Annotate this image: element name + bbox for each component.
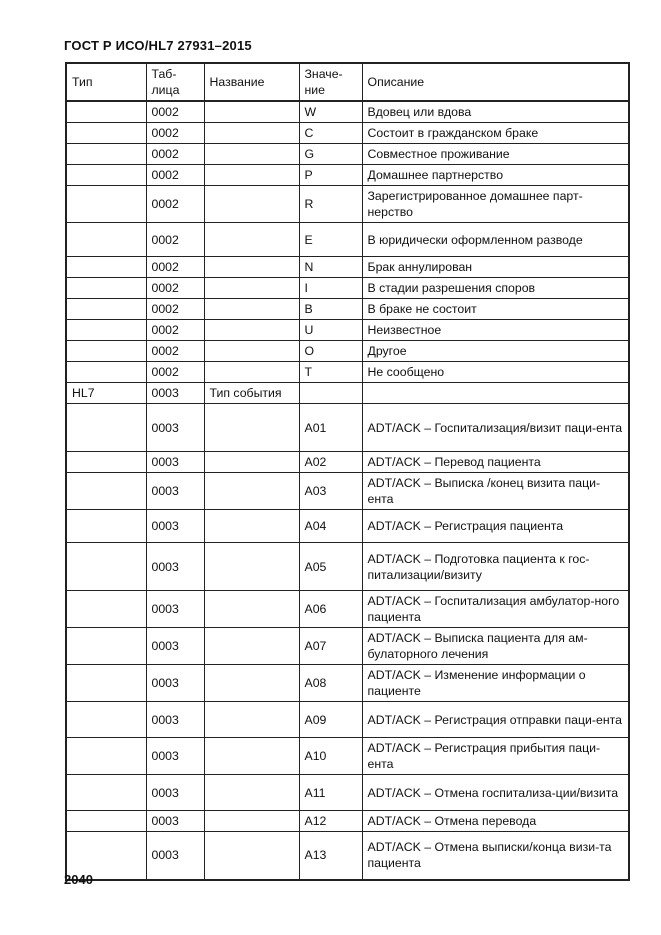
document-header: ГОСТ Р ИСО/HL7 27931–2015 [64,38,252,53]
cell-name [204,775,299,811]
cell-name [204,543,299,591]
cell-type [66,123,146,144]
table-row [66,591,629,628]
cell-name [204,341,299,362]
cell-name [204,123,299,144]
cell-value: A05 [299,543,362,591]
cell-name [204,362,299,383]
cell-name [204,510,299,543]
cell-value: A10 [299,738,362,775]
table-row [66,278,629,299]
column-header-label: лица [151,83,180,97]
cell-value: A12 [299,811,362,832]
cell-name [204,591,299,628]
column-header-name [204,63,299,101]
column-header-type [66,63,146,101]
table-row [66,299,629,320]
cell-table: 0002 [146,341,204,362]
cell-value: N [299,257,362,278]
table-row [66,320,629,341]
cell-type [66,510,146,543]
cell-value: R [299,186,362,223]
cell-table: 0002 [146,144,204,165]
cell-name [204,628,299,665]
column-header-label: Описание [367,75,425,89]
cell-value: B [299,299,362,320]
cell-description [362,383,629,404]
cell-name [204,665,299,702]
cell-table: 0002 [146,362,204,383]
cell-description: Зарегистрированное домашнее парт-нерство [362,186,629,223]
cell-type [66,665,146,702]
cell-table: 0002 [146,186,204,223]
cell-type [66,186,146,223]
cell-table: 0003 [146,738,204,775]
cell-description: ADT/ACK – Выписка /конец визита паци-ента [362,473,629,510]
cell-name [204,832,299,880]
cell-name [204,738,299,775]
cell-name [204,320,299,341]
cell-type [66,775,146,811]
code-table [65,62,630,881]
cell-type [66,341,146,362]
cell-description: Другое [362,341,629,362]
cell-description: ADT/ACK – Отмена выписки/конца визи-та пациента [362,832,629,880]
cell-table: 0002 [146,320,204,341]
cell-value: A13 [299,832,362,880]
cell-type [66,320,146,341]
table-row [66,543,629,591]
cell-description: Домашнее партнерство [362,165,629,186]
table-row [66,811,629,832]
cell-value: U [299,320,362,341]
cell-table: 0003 [146,628,204,665]
cell-table: 0003 [146,702,204,738]
cell-description: ADT/ACK – Госпитализация/визит паци-ента [362,404,629,452]
table-row [66,165,629,186]
cell-description: В браке не состоит [362,299,629,320]
column-header-label: ние [304,83,325,97]
column-header-table [146,63,204,101]
table-row [66,510,629,543]
cell-table: 0003 [146,404,204,452]
cell-table: 0003 [146,811,204,832]
cell-description: ADT/ACK – Отмена госпитализа-ции/визита [362,775,629,811]
cell-type [66,738,146,775]
cell-value: A07 [299,628,362,665]
cell-name [204,278,299,299]
cell-description: ADT/ACK – Подготовка пациента к гос-питализации/визиту [362,543,629,591]
cell-value: A06 [299,591,362,628]
table-row [66,123,629,144]
cell-description: В стадии разрешения споров [362,278,629,299]
cell-name [204,702,299,738]
cell-description: Вдовец или вдова [362,101,629,123]
cell-value: C [299,123,362,144]
cell-table: 0002 [146,278,204,299]
cell-description: Совместное проживание [362,144,629,165]
table-body [66,101,629,880]
cell-name [204,811,299,832]
column-header-label: Таб- [151,67,177,81]
column-header-label: Тип [72,75,93,89]
cell-description: ADT/ACK – Регистрация отправки паци-ента [362,702,629,738]
cell-type [66,278,146,299]
table-row [66,473,629,510]
cell-name [204,257,299,278]
cell-value: A02 [299,452,362,473]
table-row [66,223,629,257]
cell-table: 0003 [146,452,204,473]
cell-name [204,101,299,123]
cell-value: A09 [299,702,362,738]
cell-description: ADT/ACK – Госпитализация амбулатор-ного пациента [362,591,629,628]
cell-value [299,383,362,404]
cell-type [66,101,146,123]
cell-value: G [299,144,362,165]
table-row [66,383,629,404]
table-header-row [66,63,629,101]
table-row [66,702,629,738]
cell-value: I [299,278,362,299]
table-row [66,144,629,165]
table-row [66,775,629,811]
cell-type: HL7 [66,383,146,404]
table-row [66,341,629,362]
cell-table: 0003 [146,591,204,628]
cell-type [66,404,146,452]
cell-description: В юридически оформленном разводе [362,223,629,257]
cell-name [204,404,299,452]
table-row [66,101,629,123]
cell-name [204,299,299,320]
cell-description: Состоит в гражданском браке [362,123,629,144]
cell-name [204,144,299,165]
cell-table: 0003 [146,543,204,591]
cell-description: ADT/ACK – Перевод пациента [362,452,629,473]
table-row [66,832,629,880]
cell-table: 0002 [146,223,204,257]
cell-type [66,223,146,257]
cell-type [66,165,146,186]
cell-description: Брак аннулирован [362,257,629,278]
table-row [66,452,629,473]
cell-description: ADT/ACK – Изменение информации о пациенте [362,665,629,702]
cell-value: A03 [299,473,362,510]
cell-description: Не сообщено [362,362,629,383]
cell-description: Неизвестное [362,320,629,341]
cell-table: 0003 [146,510,204,543]
table-row [66,628,629,665]
cell-table: 0002 [146,299,204,320]
cell-table: 0002 [146,123,204,144]
cell-value: A01 [299,404,362,452]
cell-description: ADT/ACK – Выписка пациента для ам-булаторного лечения [362,628,629,665]
cell-value: W [299,101,362,123]
cell-value: O [299,341,362,362]
column-header-label: Значе- [304,67,343,81]
cell-type [66,144,146,165]
cell-type [66,299,146,320]
cell-name [204,223,299,257]
cell-description: ADT/ACK – Регистрация прибытия паци-ента [362,738,629,775]
cell-table: 0002 [146,101,204,123]
cell-table: 0003 [146,775,204,811]
table-row [66,362,629,383]
cell-type [66,591,146,628]
cell-table: 0002 [146,165,204,186]
cell-description: ADT/ACK – Регистрация пациента [362,510,629,543]
cell-type [66,362,146,383]
cell-table: 0002 [146,257,204,278]
cell-description: ADT/ACK – Отмена перевода [362,811,629,832]
cell-name [204,473,299,510]
cell-name: Тип события [204,383,299,404]
cell-type [66,257,146,278]
cell-value: T [299,362,362,383]
table-row [66,404,629,452]
cell-table: 0003 [146,473,204,510]
table-row [66,186,629,223]
cell-value: A11 [299,775,362,811]
cell-type [66,452,146,473]
cell-table: 0003 [146,665,204,702]
cell-name [204,452,299,473]
cell-name [204,186,299,223]
cell-table: 0003 [146,832,204,880]
column-header-label: Название [209,75,265,89]
cell-type [66,543,146,591]
cell-type [66,811,146,832]
cell-value: A04 [299,510,362,543]
cell-type [66,628,146,665]
cell-type [66,473,146,510]
table-row [66,665,629,702]
cell-value: E [299,223,362,257]
table-row [66,257,629,278]
column-header-description [362,63,629,101]
column-header-value [299,63,362,101]
table-row [66,738,629,775]
cell-value: A08 [299,665,362,702]
cell-value: P [299,165,362,186]
cell-type [66,702,146,738]
cell-name [204,165,299,186]
cell-table: 0003 [146,383,204,404]
page-number: 2040 [64,872,93,887]
